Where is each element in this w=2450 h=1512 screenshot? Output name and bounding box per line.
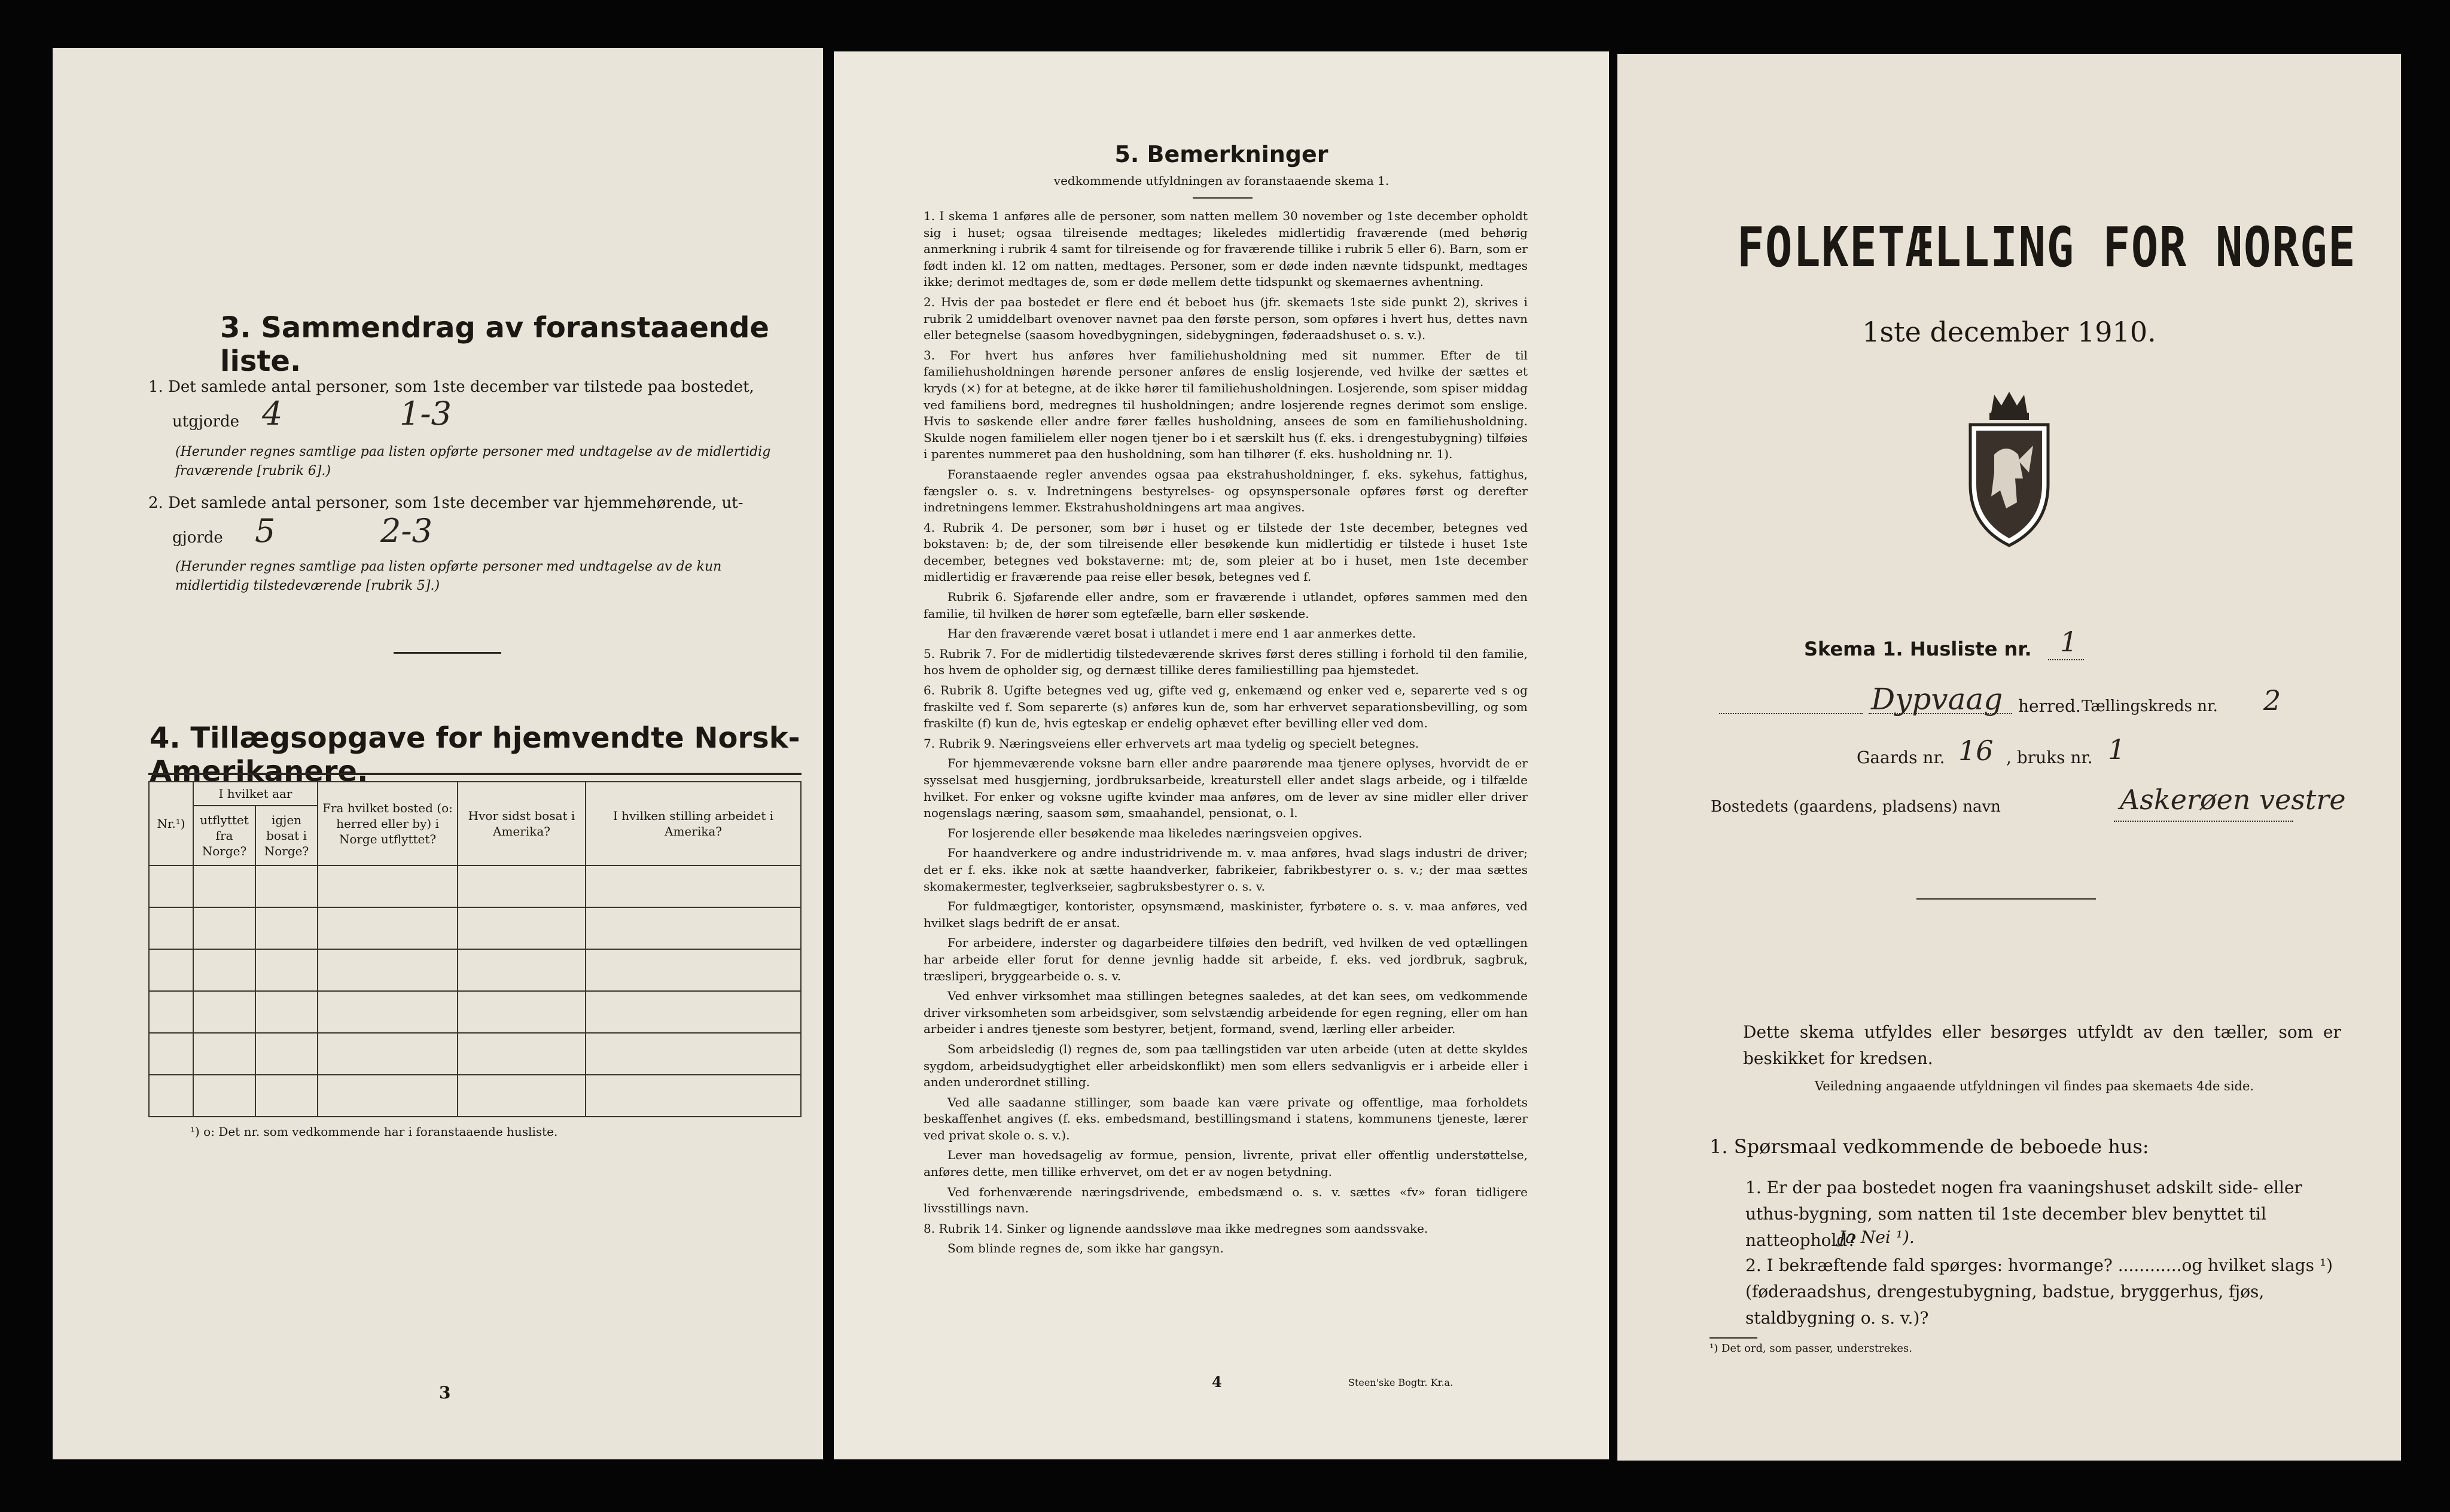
remark-item: 7. Rubrik 9. Næringsveiens eller erhvervets art maa tydelig og specielt betegnes.: [924, 736, 1419, 751]
gaards-label: Gaards nr.: [1857, 748, 1945, 767]
bosted-value: Askerøen vestre: [2120, 784, 2346, 816]
husliste-nr: 1: [2060, 626, 2078, 658]
norwegian-lion-icon: [1958, 389, 2060, 550]
bosted-label: Bostedets (gaardens, pladsens) navn: [1711, 798, 2001, 816]
skema-label: Skema 1. Husliste nr.: [1804, 638, 2032, 660]
col-stilling: I hvilken stilling arbeidet i Amerika?: [586, 782, 801, 865]
item2-extra: 2-3: [380, 512, 432, 550]
remark-item: Som arbeidsledig (l) regnes de, som paa tællingstiden var uten arbeide (uten at dette skyldes sygdom, arbeidsudygtighet eller arbeidskonflikt) men som ellers sedvanligvis er i arbeide eller i anden underordnet stilling.: [924, 1041, 1528, 1090]
census-date: 1ste december 1910.: [1862, 316, 2156, 348]
kreds-label: Tællingskreds nr.: [2082, 697, 2218, 715]
col-hvor: Hvor sidst bosat i Amerika?: [458, 782, 586, 865]
page-number: 4: [1212, 1373, 1222, 1391]
col-fra: Fra hvilket bosted (o: herred eller by) i Norge utflyttet?: [318, 782, 458, 865]
table-row: [149, 1075, 801, 1117]
divider: [1193, 197, 1253, 199]
remark-item: 5. Rubrik 7. For de midlertidig tilstedeværende skrives først deres stilling i forhold til den familie, hos hvem de opholder sig, og dernæst tillike deres familiestilling paa hjemstedet.: [924, 646, 1528, 678]
page-left: [53, 48, 823, 1459]
remark-item: Lever man hovedsagelig av formue, pension, livrente, privat eller offentlig understøttelse, anføres dette, men tillike erhvervet, om det er av nogen betydning.: [924, 1148, 1528, 1179]
item1-prefix: utgjorde: [172, 413, 240, 431]
remark-item: Har den fraværende været bosat i utlandet i mere end 1 aar anmerkes dette.: [947, 626, 1416, 641]
item1-note: (Herunder regnes samtlige paa listen opførte personer med undtagelse av de midlertidig fraværende [rubrik 6].): [175, 444, 771, 478]
col-utflyttet: utflyttet fra Norge?: [193, 806, 255, 865]
page-middle: [834, 51, 1609, 1459]
col-nr: Nr.¹): [149, 782, 193, 865]
remark-item: Som blinde regnes de, som ikke har gangsyn.: [947, 1241, 1224, 1256]
table-row: [149, 949, 801, 991]
remark-item: Ved forhenværende næringsdrivende, embedsmænd o. s. v. sættes «fv» foran tidligere livsstillings navn.: [924, 1184, 1528, 1216]
kreds-nr: 2: [2263, 684, 2281, 717]
remark-item: For arbeidere, inderster og dagarbeidere tilføies den bedrift, ved hvilken de ved optællingen har arbeide eller forut for denne jevnlig hadde sit arbeide, f. eks. ved jordbruk, sagbruk, træsliperi, bryggearbeide o. s. v.: [924, 935, 1528, 983]
table-row: [149, 991, 801, 1033]
herred-value: Dypvaag: [1871, 682, 2003, 717]
bruks-nr: 1: [2108, 733, 2126, 766]
printer-mark: Steen'ske Bogtr. Kr.a.: [1348, 1377, 1453, 1388]
col-igjen: igjen bosat i Norge?: [255, 806, 318, 865]
question-1: 1. Er der paa bostedet nogen fra vaaningshuset adskilt side- eller uthus-bygning, som natten til 1ste december blev benyttet til natteophold?: [1745, 1178, 2302, 1250]
table-top-rule: [148, 773, 802, 775]
remark-item: For haandverkere og andre industridrivende m. v. maa anføres, hvad slags industri de driver; det er f. eks. ikke nok at sætte haandverker, fabrikeier, fabrikbestyrer o. s. v.; der maa sættes skomakermester, teglverkseier, sagbruksbestyrer o. s. v.: [924, 846, 1528, 894]
table-footnote: ¹) o: Det nr. som vedkommende har i foranstaaende husliste.: [190, 1124, 558, 1139]
section3-title: 3. Sammendrag av foranstaaende liste.: [220, 311, 769, 378]
item1-extra: 1-3: [400, 395, 452, 432]
gaards-nr: 16: [1958, 734, 1994, 767]
table-row: [149, 865, 801, 907]
remark-item: 4. Rubrik 4. De personer, som bør i huset og er tilstede der 1ste december, betegnes ved bokstaven: b; de, der som tilreisende eller besøkende kun midlertidig er tilstede i huset 1ste december, betegnes ved bokstaverne: mt; de, som pleier at bo i huset, men 1ste december midlertidig er fraværende paa reise eller besøk, betegnes ved f.: [924, 520, 1528, 584]
remark-item: 8. Rubrik 14. Sinker og lignende aandssløve maa ikke medregnes som aandssvake.: [924, 1221, 1428, 1236]
remarks-list: [924, 208, 1528, 1261]
item1-text: 1. Det samlede antal personer, som 1ste december var tilstede paa bostedet,: [148, 378, 754, 396]
intro-text: Dette skema utfyldes eller besørges utfyldt av den tæller, som er beskikket for kredsen.: [1743, 1022, 2341, 1068]
remark-item: For hjemmeværende voksne barn eller andre paarørende maa tjenere oplyses, hvorvidt de er sysselsat med husgjerning, jordbruksarbeide, kreaturstell eller andet slags arbeide, og i tilfælde hvilket. For enker og voksne ugifte kvinder maa anføres, om de lever av sine midler eller driver nogenslags næring, saasom søm, smaahandel, pensionat, o. l.: [924, 756, 1528, 821]
remark-item: Foranstaaende regler anvendes ogsaa paa ekstrahusholdninger, f. eks. sykehus, fattighus, fængsler o. s. v. Indretningens bestyrelses- og opsynspersonale opføres først og derefter indretningens lemmer. Ekstrahusholdningens art maa angives.: [924, 467, 1528, 515]
herred-label: herred.: [2018, 696, 2081, 716]
remark-item: For fuldmægtiger, kontorister, opsynsmænd, maskinister, fyrbøtere o. s. v. maa anføres, ved hvilket slags bedrift de er ansat.: [924, 899, 1528, 930]
page-right: [1617, 54, 2401, 1461]
divider: [1916, 898, 2096, 900]
item2-text: 2. Det samlede antal personer, som 1ste december var hjemmehørende, ut-: [148, 494, 743, 512]
table-row: [149, 1033, 801, 1075]
page-number: 3: [439, 1383, 451, 1403]
item1-value: 4: [262, 395, 283, 432]
veiledning-text: Veiledning angaaende utfyldningen vil findes paa skemaets 4de side.: [1815, 1079, 2254, 1093]
remark-item: 6. Rubrik 8. Ugifte betegnes ved ug, gifte ved g, enkemænd og enker ved e, separerte ved s og fraskilte ved f. Som separerte (s) anføres kun de, som har erhvervet separationsbevilling, og som fraskilte (f) kun de, hvis egteskap er endelig ophævet efter bevilling eller ved dom.: [924, 683, 1528, 731]
question-2: 2. I bekræftende fald spørges: hvormange? ............og hvilket slags ¹) (føderaadshus, drengestubygning, badstue, bryggerhus, fjøs, staldbygning o. s. v.)?: [1745, 1255, 2333, 1328]
footnote: ¹) Det ord, som passer, understrekes.: [1709, 1342, 1912, 1355]
remark-item: Ved alle saadanne stillinger, som baade kan være private og offentlige, maa forholdets beskaffenhet angives (f. eks. embedsmand, bestillingsmand i statens, kommunens tjeneste, lærer ved privat skole o. s. v.).: [924, 1095, 1528, 1142]
col-group: I hvilket aar: [193, 782, 318, 806]
remark-item: 3. For hvert hus anføres hver familiehusholdning med sit nummer. Efter de til familiehusholdningen hørende personer anføres de enslig losjerende, ved hvilke der sættes et kryds (×) for at betegne, at de ikke hører til familiehusholdningen. Losjerende, som spiser middag ved familiens bord, medregnes til husholdningen; andre losjerende regnes derimot som enslige. Hvis to søskende eller andre fører fælles husholdning, ansees de som en familiehusholdning. Skulde nogen familielem eller nogen tjener bo i et særskilt hus (f. eks. i drengestubygning) tilføies i parentes nummeret paa den husholdning, som han tilhører (f. eks. husholdning nr. 1).: [924, 347, 1528, 462]
questions-heading: 1. Spørsmaal vedkommende de beboede hus:: [1709, 1135, 2149, 1158]
remarks-title: 5. Bemerkninger: [1114, 141, 1328, 167]
section4-title: 4. Tillægsopgave for hjemvendte Norsk-Amerikanere.: [150, 721, 800, 788]
remark-item: For losjerende eller besøkende maa likeledes næringsveien opgives.: [947, 825, 1363, 840]
item2-prefix: gjorde: [172, 529, 223, 547]
remarks-subtitle: vedkommende utfyldningen av foranstaaende skema 1.: [1053, 173, 1389, 188]
divider: [394, 652, 501, 654]
americans-table: [148, 781, 802, 1117]
remark-item: Rubrik 6. Sjøfarende eller andre, som er fraværende i utlandet, opføres sammen med den familie, til hvilken de hører som egtefælle, barn eller søskende.: [924, 590, 1528, 621]
table-row: [149, 907, 801, 949]
bruks-label: , bruks nr.: [2006, 748, 2093, 767]
item2-note: (Herunder regnes samtlige paa listen opførte personer med undtagelse av de kun midlertidig tilstedeværende [rubrik 5].): [175, 559, 722, 593]
item2-value: 5: [255, 512, 276, 550]
remark-item: 2. Hvis der paa bostedet er flere end ét beboet hus (jfr. skemaets 1ste side punkt 2), skrives i rubrik 2 umiddelbart ovenover navnet paa den første person, som opføres i hvert hus, dettes navn eller betegnelse (saasom hovedbygningen, sidebygningen, føderaadshuset o. s. v.).: [924, 294, 1528, 343]
remark-item: 1. I skema 1 anføres alle de personer, som natten mellem 30 november og 1ste december opholdt sig i huset; ogsaa tilreisende medtages; likeledes midlertidig fraværende (med behørig anmerkning i rubrik 4 samt for tilreisende og for fraværende tillike i rubrik 5 eller 6). Barn, som er født inden kl. 12 om natten, medtages. Personer, som er døde inden nævnte tidspunkt, medtages ikke; derimot medtages de, som er døde mellem dette tidspunkt og skemaernes avhentning.: [924, 209, 1528, 289]
question-1-answer: Ja Nei ¹).: [1839, 1227, 1915, 1247]
census-title: FOLKETÆLLING FOR NORGE: [1737, 215, 2357, 279]
remark-item: Ved enhver virksomhet maa stillingen betegnes saaledes, at det kan sees, om vedkommende driver virksomheten som arbeidsgiver, som selvstændig arbeidende for egen regning, eller om han arbeider i andres tjeneste som bestyrer, betjent, formand, svend, lærling eller arbeider.: [924, 989, 1528, 1037]
